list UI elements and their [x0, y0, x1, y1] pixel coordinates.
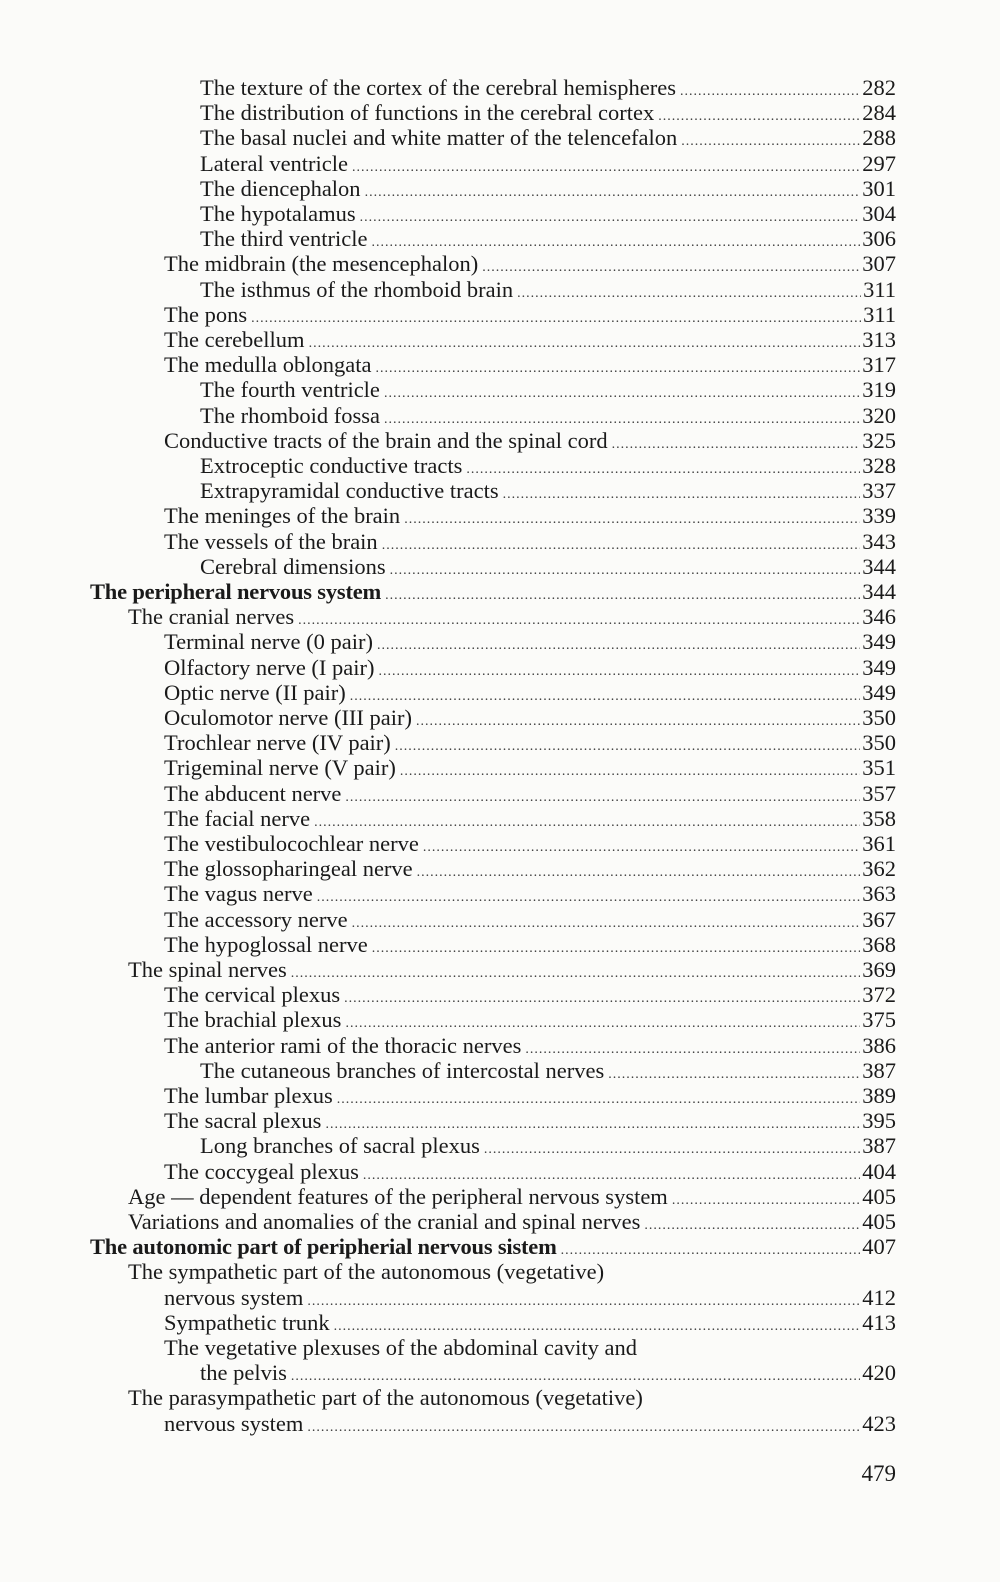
toc-entry[interactable]: [200, 226, 896, 251]
toc-entry-title: Long branches of sacral plexus: [200, 1133, 480, 1159]
toc-entry-title: The accessory nerve: [164, 906, 348, 932]
toc-entry-page: 386: [862, 1032, 896, 1058]
toc-entry-page: 363: [862, 881, 896, 907]
toc-entry-page: 351: [862, 755, 896, 781]
toc-entry[interactable]: [164, 1083, 896, 1108]
toc-entry[interactable]: [164, 881, 896, 906]
toc-entry-title: The cranial nerves: [128, 604, 295, 630]
toc-entry-title: The vestibulocochlear nerve: [164, 831, 419, 856]
toc-entry-title: The diencephalon: [200, 175, 361, 201]
toc-entry[interactable]: [164, 251, 896, 276]
toc-entry-page: 404: [862, 1158, 896, 1184]
dot-leader: [307, 1415, 860, 1440]
toc-entry-page: 349: [862, 629, 896, 655]
toc-entry-title: The parasympathetic part of the autonomous (vegetative): [128, 1385, 643, 1411]
toc-entry-title: The autonomic part of peripherial nervous sistem: [90, 1234, 557, 1260]
toc-entry[interactable]: [164, 327, 896, 352]
toc-section-heading[interactable]: [90, 579, 896, 604]
toc-entry[interactable]: [128, 957, 896, 982]
toc-entry-page: 420: [862, 1360, 896, 1386]
toc-entry[interactable]: [128, 1259, 604, 1284]
toc-entry[interactable]: [164, 428, 896, 453]
toc-entry-title: the pelvis: [200, 1360, 287, 1386]
toc-entry[interactable]: [164, 302, 896, 327]
toc-entry-page: 407: [862, 1234, 896, 1260]
toc-entry-title: The isthmus of the rhomboid brain: [200, 276, 514, 302]
toc-entry-title: The cutaneous branches of intercostal nerves: [200, 1057, 605, 1083]
toc-entry-page: 405: [862, 1209, 896, 1234]
toc-entry[interactable]: [128, 1209, 896, 1234]
toc-entry-page: 357: [862, 780, 896, 806]
toc-entry-title: The distribution of functions in the cerebral cortex: [200, 100, 655, 126]
toc-entry[interactable]: [164, 1007, 896, 1032]
toc-entry-page: 297: [862, 150, 896, 176]
toc-entry[interactable]: [164, 907, 896, 932]
page-number: 479: [861, 1461, 896, 1486]
toc-entry-page: 395: [862, 1108, 896, 1134]
toc-entry-title: The lumbar plexus: [164, 1083, 333, 1108]
toc-entry-title: Sympathetic trunk: [164, 1309, 330, 1335]
toc-entry-title: The vagus nerve: [164, 881, 313, 907]
toc-entry-page: 288: [862, 125, 896, 151]
toc-entry-title: The hypoglossal nerve: [164, 931, 368, 957]
toc-entry[interactable]: [164, 982, 896, 1007]
toc-entry-title: The brachial plexus: [164, 1007, 342, 1033]
toc-entry[interactable]: [200, 377, 896, 402]
toc-entry[interactable]: [164, 1285, 896, 1310]
toc-entry[interactable]: [200, 100, 896, 125]
toc-entry[interactable]: [164, 831, 896, 856]
toc-entry[interactable]: [164, 1335, 637, 1360]
toc-entry[interactable]: [200, 1058, 896, 1083]
toc-entry-title: The facial nerve: [164, 805, 311, 831]
toc-entry[interactable]: [164, 856, 896, 881]
toc-entry-title: The cervical plexus: [164, 982, 341, 1008]
dot-leader: [561, 1238, 861, 1263]
toc-entry-title: The vessels of the brain: [164, 528, 378, 554]
toc-entry[interactable]: [128, 1385, 643, 1410]
toc-entry-page: 343: [862, 528, 896, 554]
toc-entry[interactable]: [200, 554, 896, 579]
toc-entry-page: 311: [863, 301, 896, 327]
toc-entry[interactable]: [200, 151, 896, 176]
toc-entry[interactable]: [164, 1411, 896, 1436]
toc-entry[interactable]: [164, 503, 896, 528]
toc-entry-title: The pons: [164, 301, 248, 327]
toc-entry-title: The sacral plexus: [164, 1108, 322, 1134]
toc-entry-title: Lateral ventricle: [200, 150, 349, 176]
toc-entry-title: The peripheral nervous system: [90, 579, 382, 604]
toc-entry-page: 413: [862, 1309, 896, 1335]
toc-entry-title: nervous system: [164, 1284, 304, 1310]
toc-entry-title: The sympathetic part of the autonomous (vegetative): [128, 1259, 605, 1285]
toc-entry[interactable]: [164, 1108, 896, 1133]
toc-entry-title: Olfactory nerve (I pair): [164, 654, 375, 680]
toc-entry-title: The rhomboid fossa: [200, 402, 380, 428]
toc-entry-page: 367: [862, 906, 896, 932]
toc-entry[interactable]: [200, 277, 896, 302]
toc-entry[interactable]: [200, 1360, 896, 1385]
toc-entry[interactable]: [164, 806, 896, 831]
toc-entry-page: 328: [862, 453, 896, 478]
toc-entry-title: The basal nuclei and white matter of the telencefalon: [200, 125, 678, 151]
toc-entry-page: 344: [862, 579, 896, 604]
toc-entry-page: 349: [862, 654, 896, 680]
toc-entry[interactable]: [164, 1310, 896, 1335]
toc-entry-page: 284: [862, 100, 896, 126]
toc-entry[interactable]: [164, 1033, 896, 1058]
toc-entry[interactable]: [200, 75, 896, 100]
toc-entry-title: nervous system: [164, 1410, 304, 1436]
toc-entry[interactable]: [200, 403, 896, 428]
toc-entry-title: The abducent nerve: [164, 780, 342, 806]
toc-entry[interactable]: [128, 604, 896, 629]
toc-entry-page: 307: [862, 251, 896, 277]
toc-entry-title: The hypotalamus: [200, 201, 356, 226]
toc-entry-title: The meninges of the brain: [164, 503, 401, 529]
toc-entry-title: The third ventricle: [200, 226, 368, 252]
toc-entry-page: 320: [862, 402, 896, 428]
toc-entry-title: The anterior rami of the thoracic nerves: [164, 1032, 522, 1058]
toc-entry-title: Extroceptic conductive tracts: [200, 453, 463, 478]
toc-entry-page: 349: [862, 679, 896, 705]
toc-entry-page: 358: [862, 805, 896, 831]
toc-entry[interactable]: [164, 680, 896, 705]
toc-entry-page: 350: [862, 705, 896, 730]
toc-entry[interactable]: [164, 932, 896, 957]
toc-entry-title: Trochlear nerve (IV pair): [164, 730, 391, 756]
toc-entry-page: 387: [862, 1133, 896, 1159]
toc-entry[interactable]: [164, 755, 896, 780]
toc-entry-page: 301: [862, 175, 896, 201]
toc-entry[interactable]: [164, 655, 896, 680]
toc-entry-page: 375: [862, 1007, 896, 1033]
toc-entry[interactable]: [200, 201, 896, 226]
toc-entry-page: 325: [862, 427, 896, 453]
toc-entry[interactable]: [128, 1184, 896, 1209]
toc-entry-page: 282: [862, 75, 896, 100]
toc-entry-page: 306: [862, 226, 896, 252]
toc-entry-page: 369: [862, 957, 896, 982]
toc-entry-title: Extrapyramidal conductive tracts: [200, 478, 499, 504]
toc-entry-page: 319: [862, 377, 896, 403]
toc-entry[interactable]: [200, 1133, 896, 1158]
toc-entry[interactable]: [164, 1159, 896, 1184]
toc-entry-title: The vegetative plexuses of the abdominal cavity and: [164, 1335, 637, 1360]
toc-entry-title: The midbrain (the mesencephalon): [164, 251, 479, 277]
toc-entry-page: 304: [862, 201, 896, 226]
toc-entry-title: The medulla oblongata: [164, 352, 372, 378]
toc-entry-page: 387: [862, 1057, 896, 1083]
toc-entry-title: The coccygeal plexus: [164, 1158, 359, 1184]
toc-entry-title: The texture of the cortex of the cerebral hemispheres: [200, 75, 677, 100]
toc-entry-page: 412: [862, 1284, 896, 1310]
toc-entry-page: 405: [862, 1183, 896, 1209]
toc-entry[interactable]: [200, 176, 896, 201]
toc-section-heading[interactable]: [90, 1234, 896, 1259]
toc-entry-title: Age — dependent features of the peripheral nervous system: [128, 1183, 668, 1209]
toc-entry[interactable]: [200, 453, 896, 478]
toc-entry-page: 317: [862, 352, 896, 378]
toc-entry[interactable]: [164, 730, 896, 755]
toc-entry-title: The glossopharingeal nerve: [164, 856, 413, 882]
toc-entry-page: 344: [862, 553, 896, 579]
toc-entry-page: 372: [862, 982, 896, 1008]
toc-entry-page: 346: [862, 604, 896, 630]
toc-entry[interactable]: [164, 529, 896, 554]
toc-entry-page: 350: [862, 730, 896, 756]
toc-entry-page: 311: [863, 276, 896, 302]
toc-entry-title: The fourth ventricle: [200, 377, 380, 403]
toc-entry[interactable]: [164, 352, 896, 377]
toc-entry-title: Terminal nerve (0 pair): [164, 629, 373, 655]
toc-entry-page: 368: [862, 931, 896, 957]
toc-entry-page: 339: [862, 503, 896, 529]
toc-entry-title: Cerebral dimensions: [200, 553, 386, 579]
toc-entry-title: The spinal nerves: [128, 957, 287, 982]
toc-entry[interactable]: [200, 478, 896, 503]
toc-entry[interactable]: [164, 629, 896, 654]
toc-entry-page: 361: [862, 831, 896, 856]
toc-entry-title: Variations and anomalies of the cranial and spinal nerves: [128, 1209, 641, 1234]
toc-entry-title: Optic nerve (II pair): [164, 679, 346, 705]
toc-entry-title: Trigeminal nerve (V pair): [164, 755, 396, 781]
toc-entry-title: Conductive tracts of the brain and the spinal cord: [164, 427, 608, 453]
toc-entry[interactable]: [164, 781, 896, 806]
toc-entry[interactable]: [164, 705, 896, 730]
toc-entry-page: 362: [862, 856, 896, 882]
toc-entry-title: Oculomotor nerve (III pair): [164, 705, 413, 730]
toc-entry-page: 337: [862, 478, 896, 504]
toc-entry-page: 389: [862, 1083, 896, 1108]
toc-entry-title: The cerebellum: [164, 327, 305, 352]
toc-entry-page: 423: [862, 1410, 896, 1436]
toc-entry-page: 313: [862, 327, 896, 352]
toc-entry[interactable]: [200, 125, 896, 150]
